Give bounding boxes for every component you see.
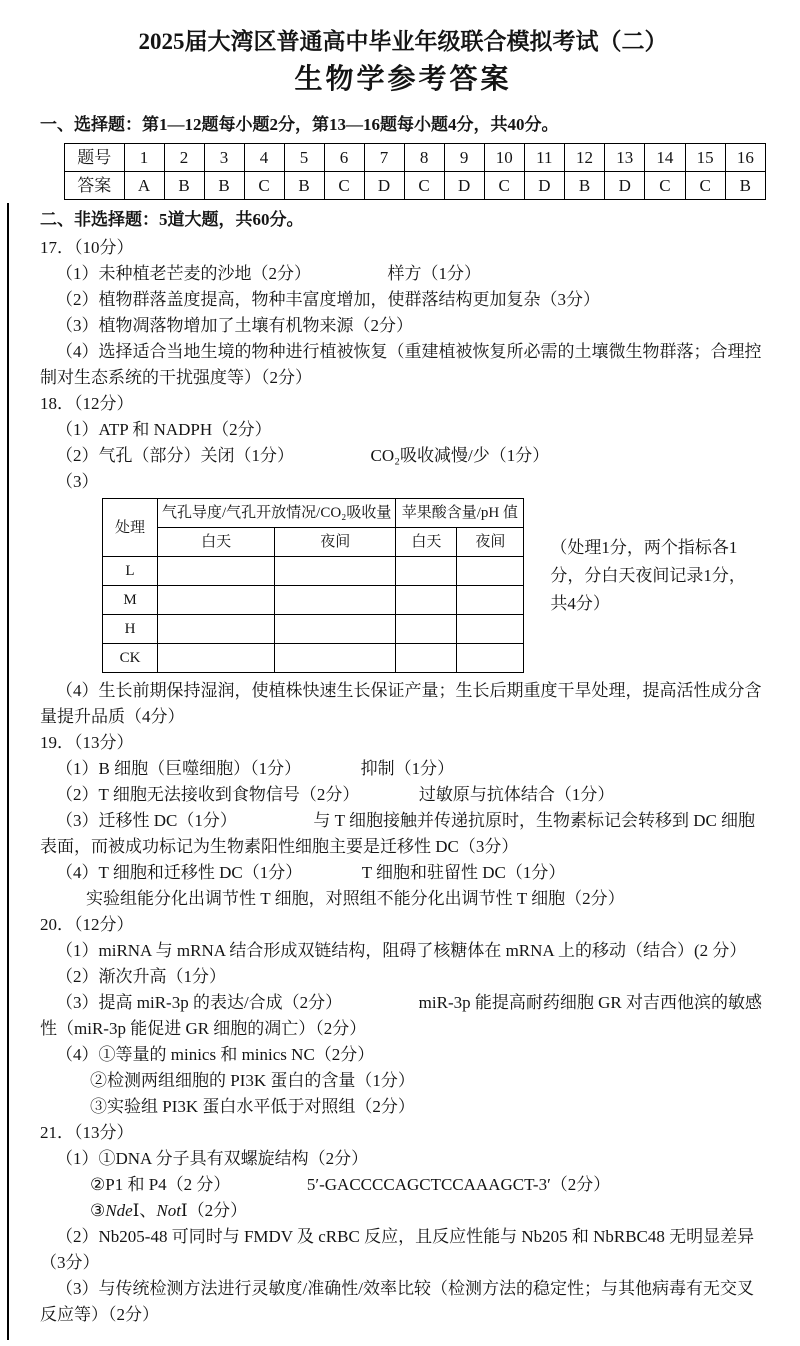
question-number-cell: 11 [524,144,564,172]
subheader-day: 白天 [158,528,275,557]
question-number-cell: 4 [244,144,284,172]
question-number-cell: 2 [164,144,204,172]
answer-cell: C [404,172,444,200]
q21-answer-line-1b: ②P1 和 P4（2 分） 5′-GACCCCAGCTCCAAAGCT-3′（2分） [90,1175,611,1194]
empty-cell [457,644,524,673]
q20-answer-line-4c: ③实验组 PI3K 蛋白水平低于对照组（2分） [90,1097,415,1116]
q21-answer-line-3: （3）与传统检测方法进行灵敏度/准确性/效率比较（检测方法的稳定性；与其他病毒有无交叉反应等）（2分） [40,1279,754,1324]
q19-answer-line-5: 实验组能分化出调节性 T 细胞，对照组不能分化出调节性 T 细胞（2分） [86,889,625,908]
row-label: CK [103,644,158,673]
scan-edge-line [7,203,9,1340]
question-number-cell: 13 [605,144,645,172]
q17-answer-line-4: （4）选择适合当地生境的物种进行植被恢复（重建植被恢复所必需的土壤微生物群落；合理控制对生态系统的干扰强度等）（2分） [40,342,762,387]
enzyme-name-not: Not [156,1201,181,1220]
q20-answer-line-4a: （4）①等量的 minics 和 minics NC（2分） [56,1045,375,1064]
table-row-M [103,586,524,615]
table-row-L [103,557,524,586]
empty-cell [275,586,396,615]
empty-cell [457,586,524,615]
empty-cell [158,586,275,615]
empty-cell [275,615,396,644]
answer-cell: D [524,172,564,200]
question-number-cell: 7 [364,144,404,172]
q19-answer-line-3: （3）迁移性 DC（1分） 与 T 细胞接触并传递抗原时，生物素标记会转移到 DC 细胞表面，而被成功标记为生物素阳性细胞主要是迁移性 DC（3分） [40,811,756,856]
q18-table-block [102,498,766,673]
subheader-night: 夜间 [457,528,524,557]
answer-cell: B [164,172,204,200]
q18-answer-line-4: （4）生长前期保持湿润，使植株快速生长保证产量；生长后期重度干旱处理，提高活性成分含量提升品质（4分） [40,681,762,726]
subheader-night: 夜间 [275,528,396,557]
question-number-cell: 10 [484,144,524,172]
q17-answer-line-3: （3）植物凋落物增加了土壤有机物来源（2分） [56,316,413,335]
enzyme-roman-2: Ⅰ（2分） [180,1201,248,1220]
question-number-cell: 9 [444,144,484,172]
q17-answer-line-1: （1）未种植老芒麦的沙地（2分） 样方（1分） [56,264,481,283]
enzyme-line-prefix: ③ [90,1201,106,1220]
header-stomata: 气孔导度/气孔开放情况/CO₂吸收量 [158,499,396,528]
q18-answer-line-3-label: （3） [56,472,99,491]
row-label-answer: 答案 [65,172,125,200]
empty-cell [158,644,275,673]
question-19-title: 19．（13分） [40,733,134,752]
empty-cell [275,557,396,586]
answer-cell: C [645,172,685,200]
question-17-title: 17．（10分） [40,238,134,257]
section2-heading: 二、非选择题：5道大题，共60分。 [40,210,304,229]
empty-cell [275,644,396,673]
q21-answer-line-2: （2）Nb205-48 可同时与 FMDV 及 cRBC 反应，且反应性能与 Nb205 和 NbRBC48 无明显差异（3分） [40,1227,755,1272]
empty-cell [158,615,275,644]
answer-cell: D [605,172,645,200]
answer-cell: D [364,172,404,200]
q20-answer-line-2: （2）渐次升高（1分） [56,967,226,986]
q19-answer-line-2: （2）T 细胞无法接收到食物信号（2分） 过敏原与抗体结合（1分） [56,785,615,804]
question-21-title: 21．（13分） [40,1123,134,1142]
q18-answer-line-2: （2）气孔（部分）关闭（1分） CO₂吸收减慢/少（1分） [56,446,550,465]
answer-cell: C [484,172,524,200]
empty-cell [158,557,275,586]
answer-cell: B [564,172,604,200]
question-number-cell: 3 [204,144,244,172]
answer-cell: A [124,172,164,200]
exam-title: 2025届大湾区普通高中毕业年级联合模拟考试（二） [138,29,668,54]
header-process: 处理 [103,499,158,557]
header-malate: 苹果酸含量/pH 值 [396,499,524,528]
answer-cell: B [284,172,324,200]
answer-row [65,172,766,200]
enzyme-roman-1: Ⅰ、 [132,1201,157,1220]
question-number-cell: 12 [564,144,604,172]
row-label: L [103,557,158,586]
q20-answer-line-4b: ②检测两组细胞的 PI3K 蛋白的含量（1分） [90,1071,415,1090]
q21-answer-line-1c [90,1198,766,1224]
empty-cell [396,586,457,615]
answer-cell: B [204,172,244,200]
empty-cell [396,615,457,644]
empty-cell [457,615,524,644]
enzyme-name-nde: Nde [105,1201,133,1220]
empty-cell [396,644,457,673]
q20-answer-line-3: （3）提高 miR-3p 的表达/合成（2分） miR-3p 能提高耐药细胞 GR 对吉西他滨的敏感性（miR-3p 能促进 GR 细胞的凋亡）（2分） [40,993,762,1038]
q20-answer-line-1: （1）miRNA 与 mRNA 结合形成双链结构，阻碍了核糖体在 mRNA 上的移动（结合）(2 分） [56,941,747,960]
q18-answer-line-1: （1）ATP 和 NADPH（2分） [56,420,272,439]
subheader-day: 白天 [396,528,457,557]
answer-cell: C [685,172,725,200]
answer-cell: B [725,172,765,200]
question-number-cell: 6 [324,144,364,172]
question-20-title: 20．（12分） [40,915,134,934]
q18-record-table [102,498,524,673]
q18-scoring-note: （处理1分，两个指标各1分，分白天夜间记录1分，共4分） [550,538,746,613]
section1-heading: 一、选择题：第1—12题每小题2分，第13—16题每小题4分，共40分。 [40,115,559,134]
question-number-row [65,144,766,172]
table-row-H [103,615,524,644]
question-number-cell: 8 [404,144,444,172]
answers-title: 生物学参考答案 [294,64,512,95]
q17-answer-line-2: （2）植物群落盖度提高，物种丰富度增加，使群落结构更加复杂（3分） [56,290,600,309]
answer-cell: C [244,172,284,200]
question-18-title: 18．（12分） [40,394,134,413]
answer-cell: D [444,172,484,200]
q21-answer-line-1a: （1）①DNA 分子具有双螺旋结构（2分） [56,1149,369,1168]
row-label-number: 题号 [65,144,125,172]
question-number-cell: 14 [645,144,685,172]
row-label: H [103,615,158,644]
question-number-cell: 5 [284,144,324,172]
question-number-cell: 15 [685,144,725,172]
table-header-row [103,499,524,528]
q19-answer-line-4: （4）T 细胞和迁移性 DC（1分） T 细胞和驻留性 DC（1分） [56,863,566,882]
table-row-CK [103,644,524,673]
question-number-cell: 16 [725,144,765,172]
choice-answer-table [64,143,766,200]
empty-cell [396,557,457,586]
empty-cell [457,557,524,586]
question-number-cell: 1 [124,144,164,172]
row-label: M [103,586,158,615]
table-subheader-row [103,528,524,557]
answer-cell: C [324,172,364,200]
q19-answer-line-1: （1）B 细胞（巨噬细胞）（1分） 抑制（1分） [56,759,455,778]
